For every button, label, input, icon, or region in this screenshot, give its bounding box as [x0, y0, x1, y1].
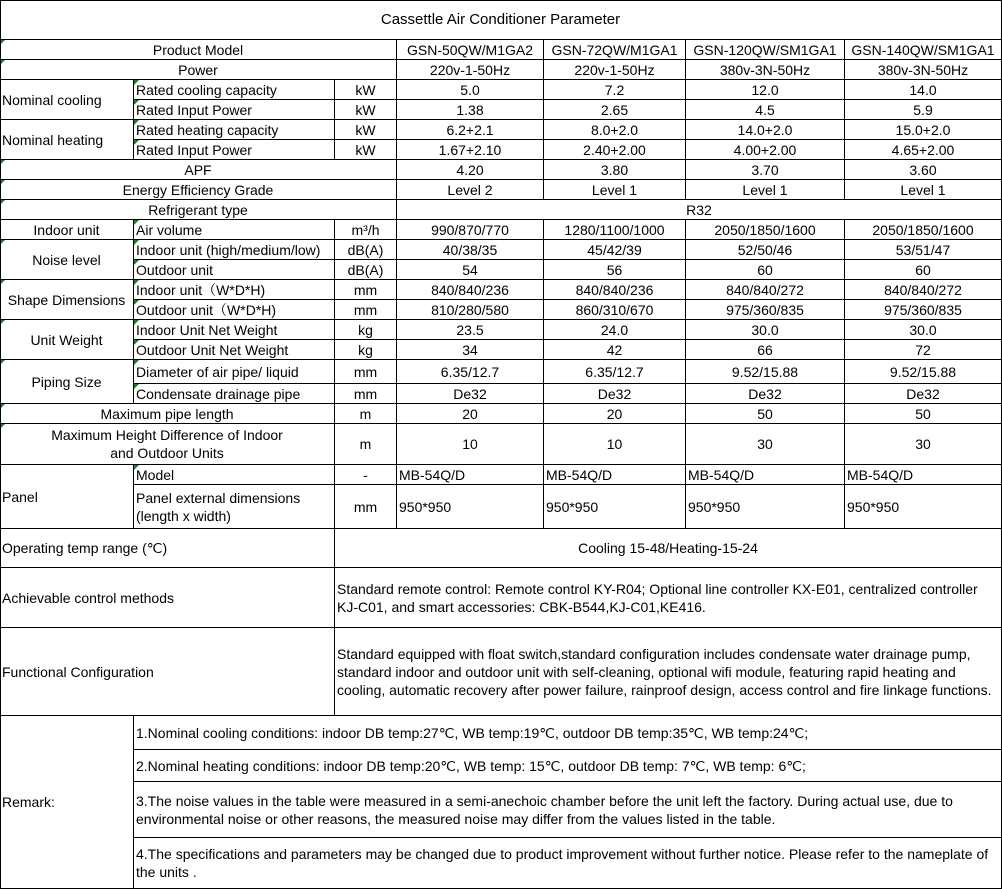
weight-indoor-value: 30.0: [845, 320, 1002, 340]
weight-indoor-value: 24.0: [544, 320, 686, 340]
max-height-label: Maximum Height Difference of Indoor and Outdoor Units: [0, 424, 335, 465]
apf-value: 3.80: [544, 160, 686, 180]
product-model: GSN-72QW/M1GA1: [544, 40, 686, 60]
panel-model-value: MB-54Q/D: [544, 465, 686, 485]
shape-indoor-value: 840/840/236: [397, 280, 544, 300]
max-height-value: 30: [686, 424, 845, 465]
noise-indoor-value: 53/51/47: [845, 240, 1002, 260]
apf-value: 3.60: [845, 160, 1002, 180]
shape-outdoor-value: 975/360/835: [686, 300, 845, 320]
remark-item: 4.The specifications and parameters may be changed due to product improvement without further notice. Please refer to the nameplate of the units .: [134, 838, 1002, 889]
energy-grade-value: Level 1: [544, 180, 686, 200]
panel-model-value: MB-54Q/D: [686, 465, 845, 485]
cooling-capacity-unit: kW: [335, 80, 397, 100]
panel-model-value: MB-54Q/D: [397, 465, 544, 485]
weight-indoor-label: Indoor Unit Net Weight: [134, 320, 335, 340]
max-pipe-value: 20: [397, 404, 544, 424]
operating-temp-value: Cooling 15-48/Heating-15-24: [335, 529, 1002, 568]
shape-outdoor-value: 975/360/835: [845, 300, 1002, 320]
functional-config-value: Standard equipped with float switch,standard configuration includes condensate water drainage pump, standard indoor and outdoor unit with self-cleaning, optional wifi module, featuring rapid heating and cooling, automatic recovery after power failure, rainproof design, access control and fire linkage functions.: [335, 628, 1002, 716]
max-height-value: 10: [397, 424, 544, 465]
noise-outdoor-value: 54: [397, 260, 544, 280]
max-pipe-unit: m: [335, 404, 397, 424]
page-title: Cassettle Air Conditioner Parameter: [0, 0, 1002, 40]
air-volume-label: Air volume: [134, 220, 335, 240]
remark-item: 3.The noise values in the table were measured in a semi-anechoic chamber before the unit left the factory. During actual use, due to environmental noise or other reasons, the measured noise may differ from the values listed in the table.: [134, 782, 1002, 838]
weight-indoor-value: 30.0: [686, 320, 845, 340]
functional-config-label: Functional Configuration: [0, 628, 335, 716]
heating-capacity-value: 6.2+2.1: [397, 120, 544, 140]
weight-outdoor-unit: kg: [335, 340, 397, 360]
noise-level-group: Noise level: [0, 240, 134, 280]
shape-outdoor-value: 860/310/670: [544, 300, 686, 320]
piping-drain-value: De32: [845, 384, 1002, 404]
power-value: 380v-3N-50Hz: [845, 60, 1002, 80]
shape-dimensions-group: Shape Dimensions: [0, 280, 134, 320]
noise-indoor-value: 45/42/39: [544, 240, 686, 260]
max-pipe-value: 50: [686, 404, 845, 424]
remark-item: 2.Nominal heating conditions: indoor DB temp:20℃, WB temp: 15℃, outdoor DB temp: 7℃, WB temp: 6℃;: [134, 750, 1002, 782]
remark-label: Remark:: [0, 716, 134, 889]
air-volume-value: 990/870/770: [397, 220, 544, 240]
piping-air-liquid-label: Diameter of air pipe/ liquid: [134, 360, 335, 384]
piping-air-liquid-value: 6.35/12.7: [544, 360, 686, 384]
power-label: Power: [0, 60, 397, 80]
apf-value: 4.20: [397, 160, 544, 180]
cooling-input-unit: kW: [335, 100, 397, 120]
product-model: GSN-50QW/M1GA2: [397, 40, 544, 60]
cooling-capacity-label: Rated cooling capacity: [134, 80, 335, 100]
unit-weight-group: Unit Weight: [0, 320, 134, 360]
cooling-input-value: 5.9: [845, 100, 1002, 120]
indoor-unit-group: Indoor unit: [0, 220, 134, 240]
cooling-input-value: 2.65: [544, 100, 686, 120]
shape-outdoor-unit: mm: [335, 300, 397, 320]
panel-dims-label: Panel external dimensions (length x width): [134, 485, 335, 529]
panel-dims-value: 950*950: [544, 485, 686, 529]
heating-capacity-value: 15.0+2.0: [845, 120, 1002, 140]
shape-indoor-value: 840/840/236: [544, 280, 686, 300]
heating-input-value: 2.40+2.00: [544, 140, 686, 160]
cooling-input-label: Rated Input Power: [134, 100, 335, 120]
panel-dims-value: 950*950: [845, 485, 1002, 529]
remark-item: 1.Nominal cooling conditions: indoor DB temp:27℃, WB temp:19℃, outdoor DB temp:35℃, WB temp:24℃;: [134, 716, 1002, 750]
piping-drain-value: De32: [544, 384, 686, 404]
cooling-capacity-value: 7.2: [544, 80, 686, 100]
cooling-capacity-value: 14.0: [845, 80, 1002, 100]
heating-input-value: 1.67+2.10: [397, 140, 544, 160]
piping-air-liquid-value: 9.52/15.88: [686, 360, 845, 384]
panel-dims-value: 950*950: [686, 485, 845, 529]
nominal-heating-group: Nominal heating: [0, 120, 134, 160]
cooling-capacity-value: 5.0: [397, 80, 544, 100]
air-volume-value: 1280/1100/1000: [544, 220, 686, 240]
weight-indoor-value: 23.5: [397, 320, 544, 340]
piping-drain-value: De32: [397, 384, 544, 404]
energy-grade-value: Level 1: [686, 180, 845, 200]
panel-dims-value: 950*950: [397, 485, 544, 529]
power-value: 380v-3N-50Hz: [686, 60, 845, 80]
control-methods-label: Achievable control methods: [0, 568, 335, 628]
operating-temp-label: Operating temp range (℃): [0, 529, 335, 568]
piping-air-liquid-unit: mm: [335, 360, 397, 384]
energy-grade-value: Level 2: [397, 180, 544, 200]
noise-indoor-label: Indoor unit (high/medium/low): [134, 240, 335, 260]
piping-air-liquid-value: 9.52/15.88: [845, 360, 1002, 384]
heating-input-value: 4.65+2.00: [845, 140, 1002, 160]
cooling-input-value: 4.5: [686, 100, 845, 120]
weight-outdoor-label: Outdoor Unit Net Weight: [134, 340, 335, 360]
cooling-capacity-value: 12.0: [686, 80, 845, 100]
power-value: 220v-1-50Hz: [397, 60, 544, 80]
noise-outdoor-value: 60: [686, 260, 845, 280]
heating-capacity-value: 14.0+2.0: [686, 120, 845, 140]
apf-value: 3.70: [686, 160, 845, 180]
noise-outdoor-unit: dB(A): [335, 260, 397, 280]
air-volume-value: 2050/1850/1600: [686, 220, 845, 240]
noise-indoor-value: 40/38/35: [397, 240, 544, 260]
heating-capacity-value: 8.0+2.0: [544, 120, 686, 140]
noise-indoor-unit: dB(A): [335, 240, 397, 260]
panel-dims-unit: mm: [335, 485, 397, 529]
control-methods-value: Standard remote control: Remote control KY-R04; Optional line controller KX-E01, centralized controller KJ-C01, and smart accessories: CBK-B544,KJ-C01,KE416.: [335, 568, 1002, 628]
max-height-unit: m: [335, 424, 397, 465]
shape-indoor-unit: mm: [335, 280, 397, 300]
nominal-cooling-group: Nominal cooling: [0, 80, 134, 120]
apf-label: APF: [0, 160, 397, 180]
weight-indoor-unit: kg: [335, 320, 397, 340]
piping-size-group: Piping Size: [0, 360, 134, 404]
weight-outdoor-value: 72: [845, 340, 1002, 360]
product-model-label: Product Model: [0, 40, 397, 60]
weight-outdoor-value: 66: [686, 340, 845, 360]
shape-indoor-value: 840/840/272: [686, 280, 845, 300]
heating-capacity-label: Rated heating capacity: [134, 120, 335, 140]
max-height-value: 30: [845, 424, 1002, 465]
noise-outdoor-value: 60: [845, 260, 1002, 280]
heating-capacity-unit: kW: [335, 120, 397, 140]
max-pipe-label: Maximum pipe length: [0, 404, 335, 424]
max-height-value: 10: [544, 424, 686, 465]
refrigerant-value: R32: [397, 200, 1002, 220]
panel-group: Panel: [0, 465, 134, 529]
panel-model-value: MB-54Q/D: [845, 465, 1002, 485]
max-pipe-value: 20: [544, 404, 686, 424]
piping-drain-value: De32: [686, 384, 845, 404]
product-model: GSN-120QW/SM1GA1: [686, 40, 845, 60]
shape-indoor-label: Indoor unit（W*D*H): [134, 280, 335, 300]
heating-input-unit: kW: [335, 140, 397, 160]
noise-outdoor-label: Outdoor unit: [134, 260, 335, 280]
weight-outdoor-value: 42: [544, 340, 686, 360]
energy-grade-label: Energy Efficiency Grade: [0, 180, 397, 200]
heating-input-label: Rated Input Power: [134, 140, 335, 160]
air-volume-value: 2050/1850/1600: [845, 220, 1002, 240]
noise-indoor-value: 52/50/46: [686, 240, 845, 260]
product-model: GSN-140QW/SM1GA1: [845, 40, 1002, 60]
power-value: 220v-1-50Hz: [544, 60, 686, 80]
panel-model-unit: -: [335, 465, 397, 485]
heating-input-value: 4.00+2.00: [686, 140, 845, 160]
weight-outdoor-value: 34: [397, 340, 544, 360]
piping-drain-label: Condensate drainage pipe: [134, 384, 335, 404]
energy-grade-value: Level 1: [845, 180, 1002, 200]
noise-outdoor-value: 56: [544, 260, 686, 280]
air-volume-unit: m³/h: [335, 220, 397, 240]
refrigerant-label: Refrigerant type: [0, 200, 397, 220]
max-pipe-value: 50: [845, 404, 1002, 424]
panel-model-label: Model: [134, 465, 335, 485]
piping-air-liquid-value: 6.35/12.7: [397, 360, 544, 384]
cooling-input-value: 1.38: [397, 100, 544, 120]
shape-indoor-value: 840/840/272: [845, 280, 1002, 300]
piping-drain-unit: mm: [335, 384, 397, 404]
shape-outdoor-label: Outdoor unit（W*D*H): [134, 300, 335, 320]
shape-outdoor-value: 810/280/580: [397, 300, 544, 320]
